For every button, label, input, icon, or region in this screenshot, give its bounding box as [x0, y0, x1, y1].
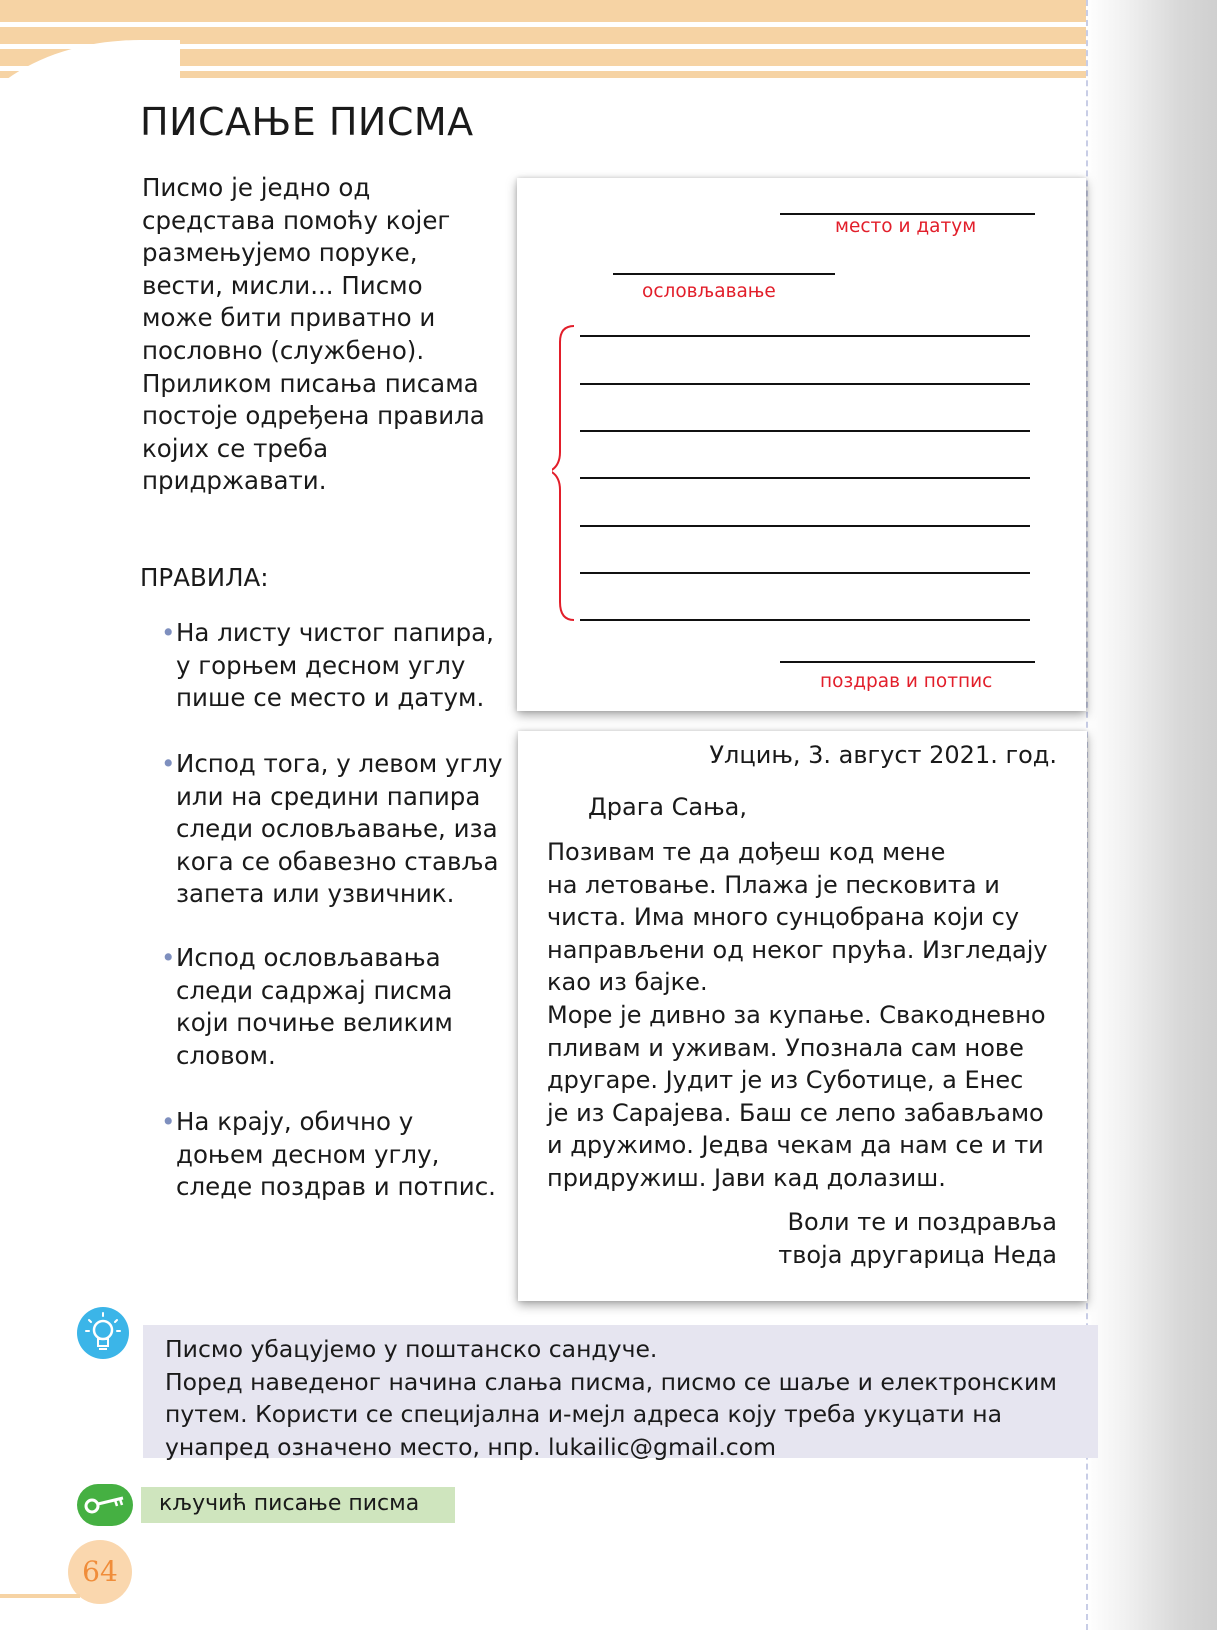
- letter-template: [517, 178, 1086, 711]
- bullet-icon: •: [161, 749, 176, 778]
- letter-date: Улцињ, 3. август 2021. год.: [709, 741, 1057, 769]
- key-icon: [77, 1484, 133, 1526]
- content-line: [580, 525, 1030, 527]
- rule-item: • Испод ословљавања следи садржај писма који почиње великим словом.: [161, 943, 453, 1070]
- footer-accent-line: [0, 1594, 80, 1598]
- place-date-line: [780, 213, 1035, 215]
- lightbulb-icon: [77, 1307, 129, 1359]
- tip-line: Писмо убацујемо у поштанско сандуче.: [165, 1335, 658, 1363]
- rule-item: • Испод тога, у левом углу или на средини папира следи ословљавање, иза кога се обавезно ставља запета или узвичник.: [161, 749, 503, 909]
- keyword-box: [141, 1487, 455, 1523]
- letter-greeting: Драга Сања,: [588, 793, 747, 821]
- tip-line: Поред наведеног начина слања писма, писмо се шаље и електронским путем. Користи се специјална и-мејл адреса коју треба укуцати на унапред означено место, нпр. lukailic@gmail.com: [165, 1367, 1057, 1461]
- content-brace-icon: [552, 324, 582, 624]
- keyword-text: кључић писање писма: [159, 1491, 420, 1516]
- letter-signature: Воли те и поздравља твоја другарица Неда: [778, 1208, 1057, 1269]
- signature-line: [780, 661, 1035, 663]
- content-line: [580, 335, 1030, 337]
- content-line: [580, 430, 1030, 432]
- place-date-label: место и датум: [835, 216, 977, 237]
- addressing-line: [613, 273, 835, 275]
- content-line: [580, 572, 1030, 574]
- content-line: [580, 477, 1030, 479]
- page-title: ПИСАЊЕ ПИСМА: [140, 100, 474, 144]
- intro-paragraph: Писмо је једно од средстава помоћу којег размењујемо поруке, вести, мисли... Писмо може бити приватно и пословно (службено). Приликом писања писама постоје одређена правила којих се треба придржавати.: [142, 173, 485, 496]
- tip-note: [143, 1325, 1098, 1461]
- bullet-icon: •: [161, 618, 176, 647]
- addressing-label: ословљавање: [642, 281, 776, 302]
- letter-example: [518, 731, 1087, 1301]
- bullet-icon: •: [161, 943, 176, 972]
- bullet-icon: •: [161, 1107, 176, 1136]
- page-curl: [1086, 0, 1217, 1630]
- page-number: 64: [68, 1540, 132, 1604]
- content-line: [580, 619, 1030, 621]
- rule-item: • На крају, обично у доњем десном углу, следе поздрав и потпис.: [161, 1107, 496, 1202]
- content-line: [580, 383, 1030, 385]
- letter-body: Позивам те да дођеш код мене на летовање. Плажа је песковита и чиста. Има много сунцобрана који су направљени од неког прућа. Изгледају као из бајке. Море је дивно за купање. Свакодневно пливам и уживам. Упознала сам нове другаре. Јудит је из Суботице, а Енес је из Сарајева. Баш се лепо забављамо и дружимо. Једва чекам да нам се и ти придружиш. Јави кад долазиш.: [547, 838, 1048, 1192]
- greeting-signature-label: поздрав и потпис: [820, 671, 993, 692]
- rule-item: • На листу чистог папира, у горњем десном углу пише се место и датум.: [161, 618, 494, 713]
- rules-heading: ПРАВИЛА:: [140, 563, 269, 592]
